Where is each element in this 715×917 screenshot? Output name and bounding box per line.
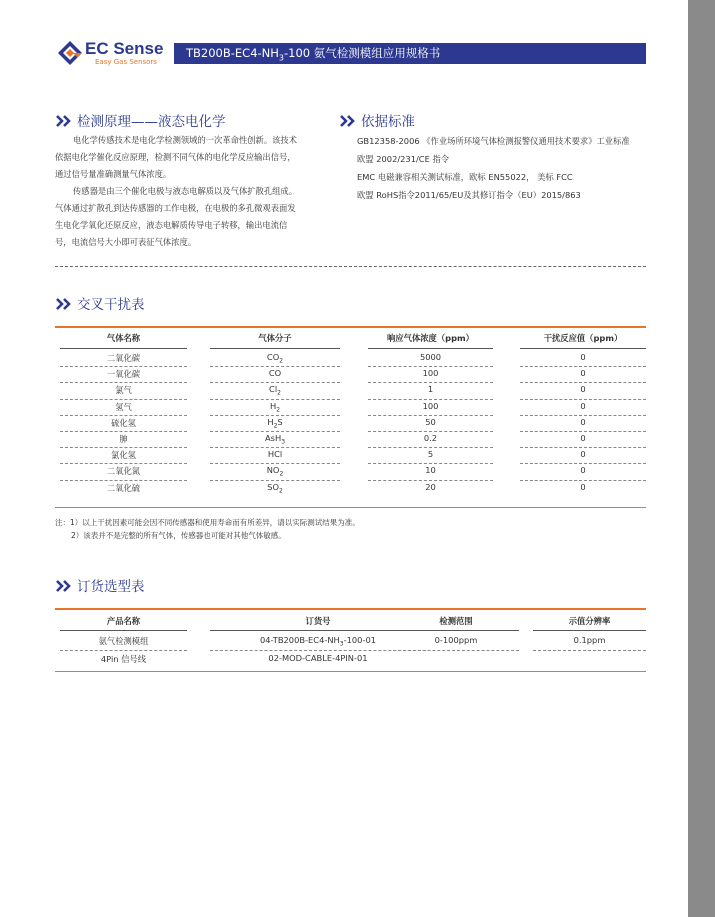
row-divider: [368, 415, 493, 416]
response-cell: 0: [580, 433, 586, 443]
table-notes: [55, 516, 360, 542]
row-divider: [60, 366, 187, 367]
gas-name-cell: 二氧化碳: [106, 353, 141, 363]
gas-formula-cell: HCl: [267, 449, 283, 460]
gas-name-cell: 一氧化碳: [106, 369, 141, 380]
row-divider: [520, 366, 646, 367]
gas-formula-cell: $CO_2$: [266, 352, 284, 365]
gas-formula-cell: CO: [268, 368, 282, 379]
header-underline: [368, 348, 493, 349]
note-line: 2）该表并不是完整的所有气体，传感器也可能对其他气体敏感。: [71, 531, 286, 540]
concentration-cell: 5: [427, 449, 434, 460]
principle-text: [55, 132, 301, 251]
concentration-cell: 1: [427, 384, 434, 395]
row-divider: [520, 415, 646, 416]
standard-item: 欧盟 2002/231/CE 指令: [357, 154, 450, 164]
column-header: 示值分辨率: [568, 616, 611, 626]
response-cell: 0: [580, 400, 586, 411]
header-underline: [520, 348, 646, 349]
concentration-cell: 5000: [419, 352, 442, 362]
column-header: 产品名称: [106, 616, 141, 626]
section-heading-standards: 依据标准: [339, 110, 415, 130]
table-bottom-rule: [55, 507, 646, 508]
brand-tagline: Easy Gas Sensors: [95, 58, 157, 66]
interference-table: [55, 326, 646, 508]
page-edge-bar: [688, 0, 715, 917]
row-divider: [520, 447, 646, 448]
document-title: $TB200B-EC4-NH_3-100$ 氨气检测模组应用规格书: [174, 43, 646, 64]
column-header: 干扰反应值（ppm）: [543, 333, 623, 343]
gas-name-cell: 硫化氢: [111, 417, 136, 428]
column-header: 气体名称: [106, 333, 141, 343]
concentration-cell: 100: [422, 400, 439, 411]
response-cell: 0: [580, 384, 586, 395]
column-header: 气体分子: [258, 333, 292, 343]
row-divider: [210, 366, 340, 367]
gas-formula-cell: $H_2S$: [267, 416, 283, 430]
concentration-cell: 50: [425, 416, 436, 427]
column-header: 检测范围: [439, 616, 473, 626]
row-divider: [60, 382, 187, 383]
standards-list: [357, 132, 630, 204]
standard-item: GB12358-2006 《作业场所环境气体检测报警仪通用技术要求》工业标准: [357, 136, 630, 146]
row-divider: [210, 463, 340, 464]
row-divider: [210, 415, 340, 416]
row-divider: [368, 431, 493, 432]
section-heading-principle: 检测原理——液态电化学: [55, 110, 226, 130]
row-divider: [520, 480, 646, 481]
table-top-rule: [55, 608, 646, 610]
row-divider: [368, 480, 493, 481]
row-divider: [368, 382, 493, 383]
standard-item: EMC 电磁兼容相关测试标准，欧标 EN55022， 美标 FCC: [357, 172, 573, 182]
column-header: 订货号: [305, 616, 331, 626]
row-divider: [210, 382, 340, 383]
row-divider: [520, 382, 646, 383]
part-number-cell: 02-MOD-CABLE-4PIN-01: [268, 653, 368, 663]
response-cell: 0: [580, 449, 586, 460]
header-underline: [533, 630, 646, 631]
gas-formula-cell: AsH$_3$: [264, 433, 286, 446]
gas-name-cell: 氯气: [115, 385, 132, 396]
product-name-cell: 氨气检测模组: [98, 636, 149, 646]
range-cell: 0-100ppm: [434, 635, 478, 645]
double-chevron-icon: [55, 298, 73, 310]
gas-formula-cell: $Cl_2$: [269, 384, 281, 398]
header-underline: [210, 348, 340, 349]
row-divider: [210, 399, 340, 400]
gas-name-cell: 氢气: [115, 401, 132, 412]
row-divider: [60, 447, 187, 448]
table-top-rule: [55, 326, 646, 328]
row-divider: [393, 650, 519, 651]
part-number-cell: $04-TB200B-EC4-NH_3-100-01$: [259, 635, 377, 648]
response-cell: 0: [580, 368, 586, 379]
section-divider: [55, 266, 646, 267]
row-divider: [520, 463, 646, 464]
concentration-cell: 0.2: [423, 433, 438, 443]
gas-name-cell: 胂: [119, 434, 128, 444]
double-chevron-icon: [55, 580, 73, 592]
row-divider: [60, 415, 187, 416]
double-chevron-icon: [55, 115, 73, 127]
concentration-cell: 100: [422, 368, 439, 379]
concentration-cell: 10: [425, 465, 436, 476]
gas-name-cell: 二氧化氮: [106, 466, 141, 477]
row-divider: [210, 447, 340, 448]
double-chevron-icon: [339, 115, 357, 127]
principle-paragraph: 传感器是由三个催化电极与液态电解质以及气体扩散孔组成。气体通过扩散孔到达传感器的工作电极，在电极的多孔微观表面发生电化学氧化还原反应，液态电解质传导电子转移，输出电流信号，电流信号大小即可表征气体浓度。: [55, 186, 298, 247]
table-bottom-rule: [55, 671, 646, 672]
resolution-cell: 0.1ppm: [573, 635, 606, 645]
response-cell: 0: [580, 352, 586, 362]
section-heading-ordering: 订货选型表: [55, 575, 145, 595]
ordering-table: [55, 608, 646, 672]
brand-logo: [57, 38, 167, 68]
row-divider: [368, 366, 493, 367]
response-cell: 0: [580, 465, 586, 476]
gas-formula-cell: $SO_2$: [267, 481, 283, 495]
principle-paragraph: 电化学传感技术是电化学检测领域的一次革命性创新。该技术依据电化学催化反应原理，检测不同气体的电化学反应输出信号，通过信号量准确测量气体浓度。: [55, 135, 298, 179]
logo-mark-icon: [57, 40, 83, 66]
gas-name-cell: 二氧化硫: [106, 482, 141, 493]
gas-formula-cell: $H_2$: [269, 400, 281, 414]
row-divider: [60, 431, 187, 432]
gas-formula-cell: $NO_2$: [266, 465, 284, 479]
section-heading-interference: 交叉干扰表: [55, 293, 145, 313]
row-divider: [368, 447, 493, 448]
row-divider: [210, 480, 340, 481]
row-divider: [520, 399, 646, 400]
row-divider: [520, 431, 646, 432]
row-divider: [210, 431, 340, 432]
header-underline: [60, 630, 187, 631]
concentration-cell: 20: [425, 481, 436, 492]
row-divider: [368, 463, 493, 464]
response-cell: 0: [580, 416, 586, 427]
row-divider: [60, 480, 187, 481]
note-line: 注：1）以上干扰因素可能会因不同传感器和使用寿命而有所差异，请以实际测试结果为准。: [55, 518, 360, 527]
brand-name: EC Sense: [85, 39, 164, 58]
row-divider: [368, 399, 493, 400]
standard-item: 欧盟 RoHS指令2011/65/EU及其修订指令（EU）2015/863: [357, 190, 581, 200]
row-divider: [60, 463, 187, 464]
row-divider: [533, 650, 646, 651]
column-header: 响应气体浓度（ppm）: [387, 333, 474, 343]
gas-name-cell: 氯化氢: [111, 450, 136, 461]
response-cell: 0: [580, 481, 586, 492]
header-underline: [393, 630, 519, 631]
row-divider: [60, 399, 187, 400]
row-divider: [60, 650, 187, 651]
product-name-cell: 4Pin 信号线: [100, 654, 147, 664]
header-underline: [60, 348, 187, 349]
